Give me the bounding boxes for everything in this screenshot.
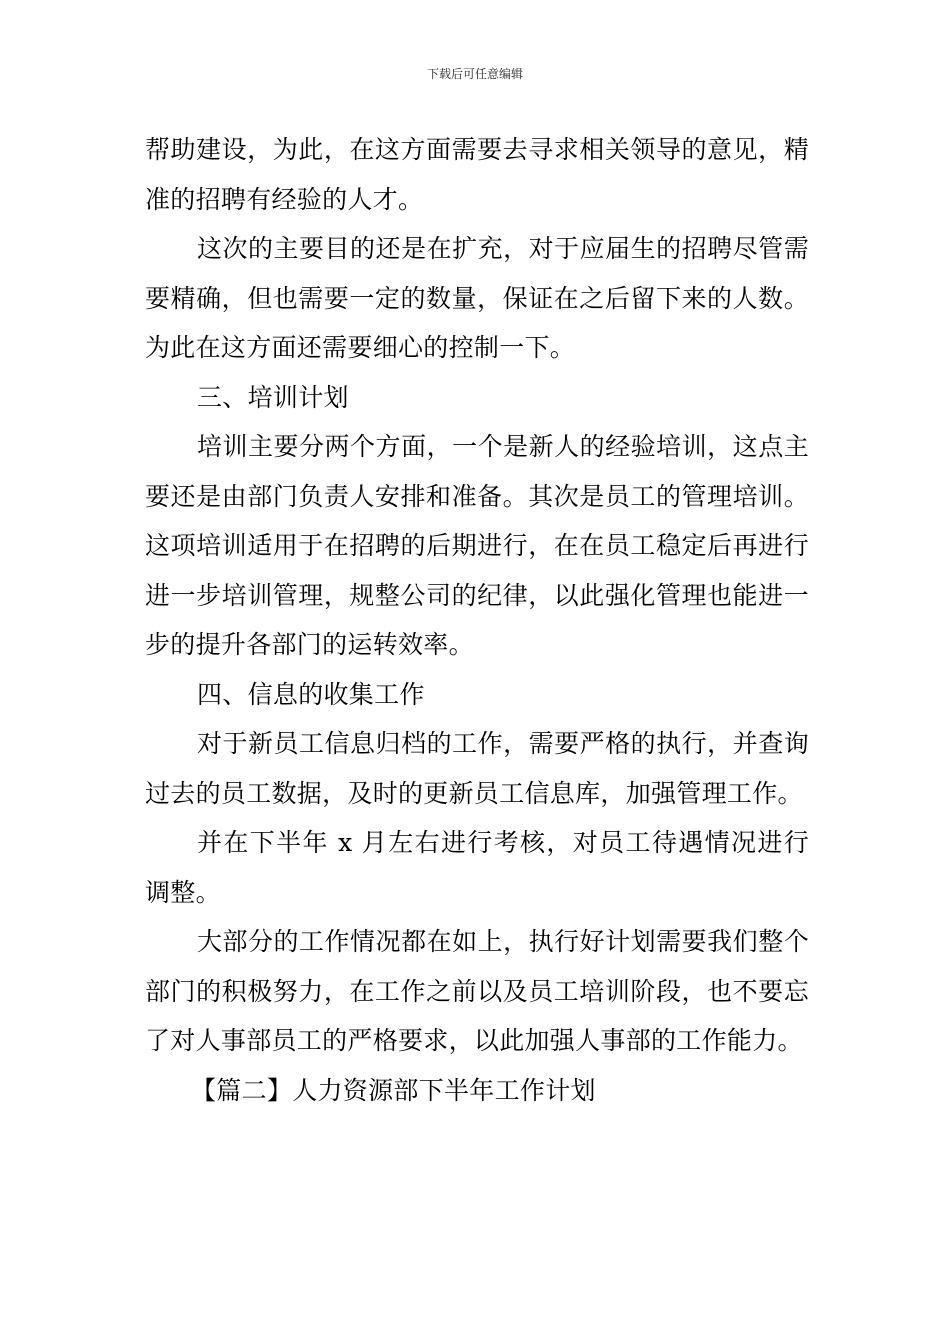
page-header: 下载后可任意编辑 [426, 67, 523, 81]
paragraph-continuation: 帮助建设，为此，在这方面需要去寻求相关领导的意见，精准的招聘有经验的人才。 [145, 135, 809, 214]
paragraph-training: 培训主要分两个方面，一个是新人的经验培训，这点主要还是由部门负责人安排和准备。其次是员工的管理培训。这项培训适用于在招聘的后期进行，在在员工稳定后再进行进一步培训管理，规整公司的纪律，以此强化管理也能进一步的提升各部门的运转效率。 [145, 432, 809, 659]
article-title: 【篇二】人力资源部下半年工作计划 [191, 1075, 596, 1105]
paragraph-assessment: 并在下半年 x 月左右进行考核，对员工待遇情况进行调整。 [145, 828, 809, 907]
section-heading-information: 四、信息的收集工作 [197, 679, 425, 709]
paragraph-recruitment-goal: 这次的主要目的还是在扩充，对于应届生的招聘尽管需要精确，但也需要一定的数量，保证在之后留下来的人数。为此在这方面还需要细心的控制一下。 [145, 234, 809, 362]
paragraph-summary: 大部分的工作情况都在如上，执行好计划需要我们整个部门的积极努力，在工作之前以及员工培训阶段，也不要忘了对人事部员工的严格要求，以此加强人事部的工作能力。 [145, 927, 809, 1055]
document-body [145, 125, 809, 1115]
paragraph-information: 对于新员工信息归档的工作，需要严格的执行，并查询过去的员工数据，及时的更新员工信息库，加强管理工作。 [145, 729, 809, 808]
section-heading-training: 三、培训计划 [197, 382, 349, 412]
